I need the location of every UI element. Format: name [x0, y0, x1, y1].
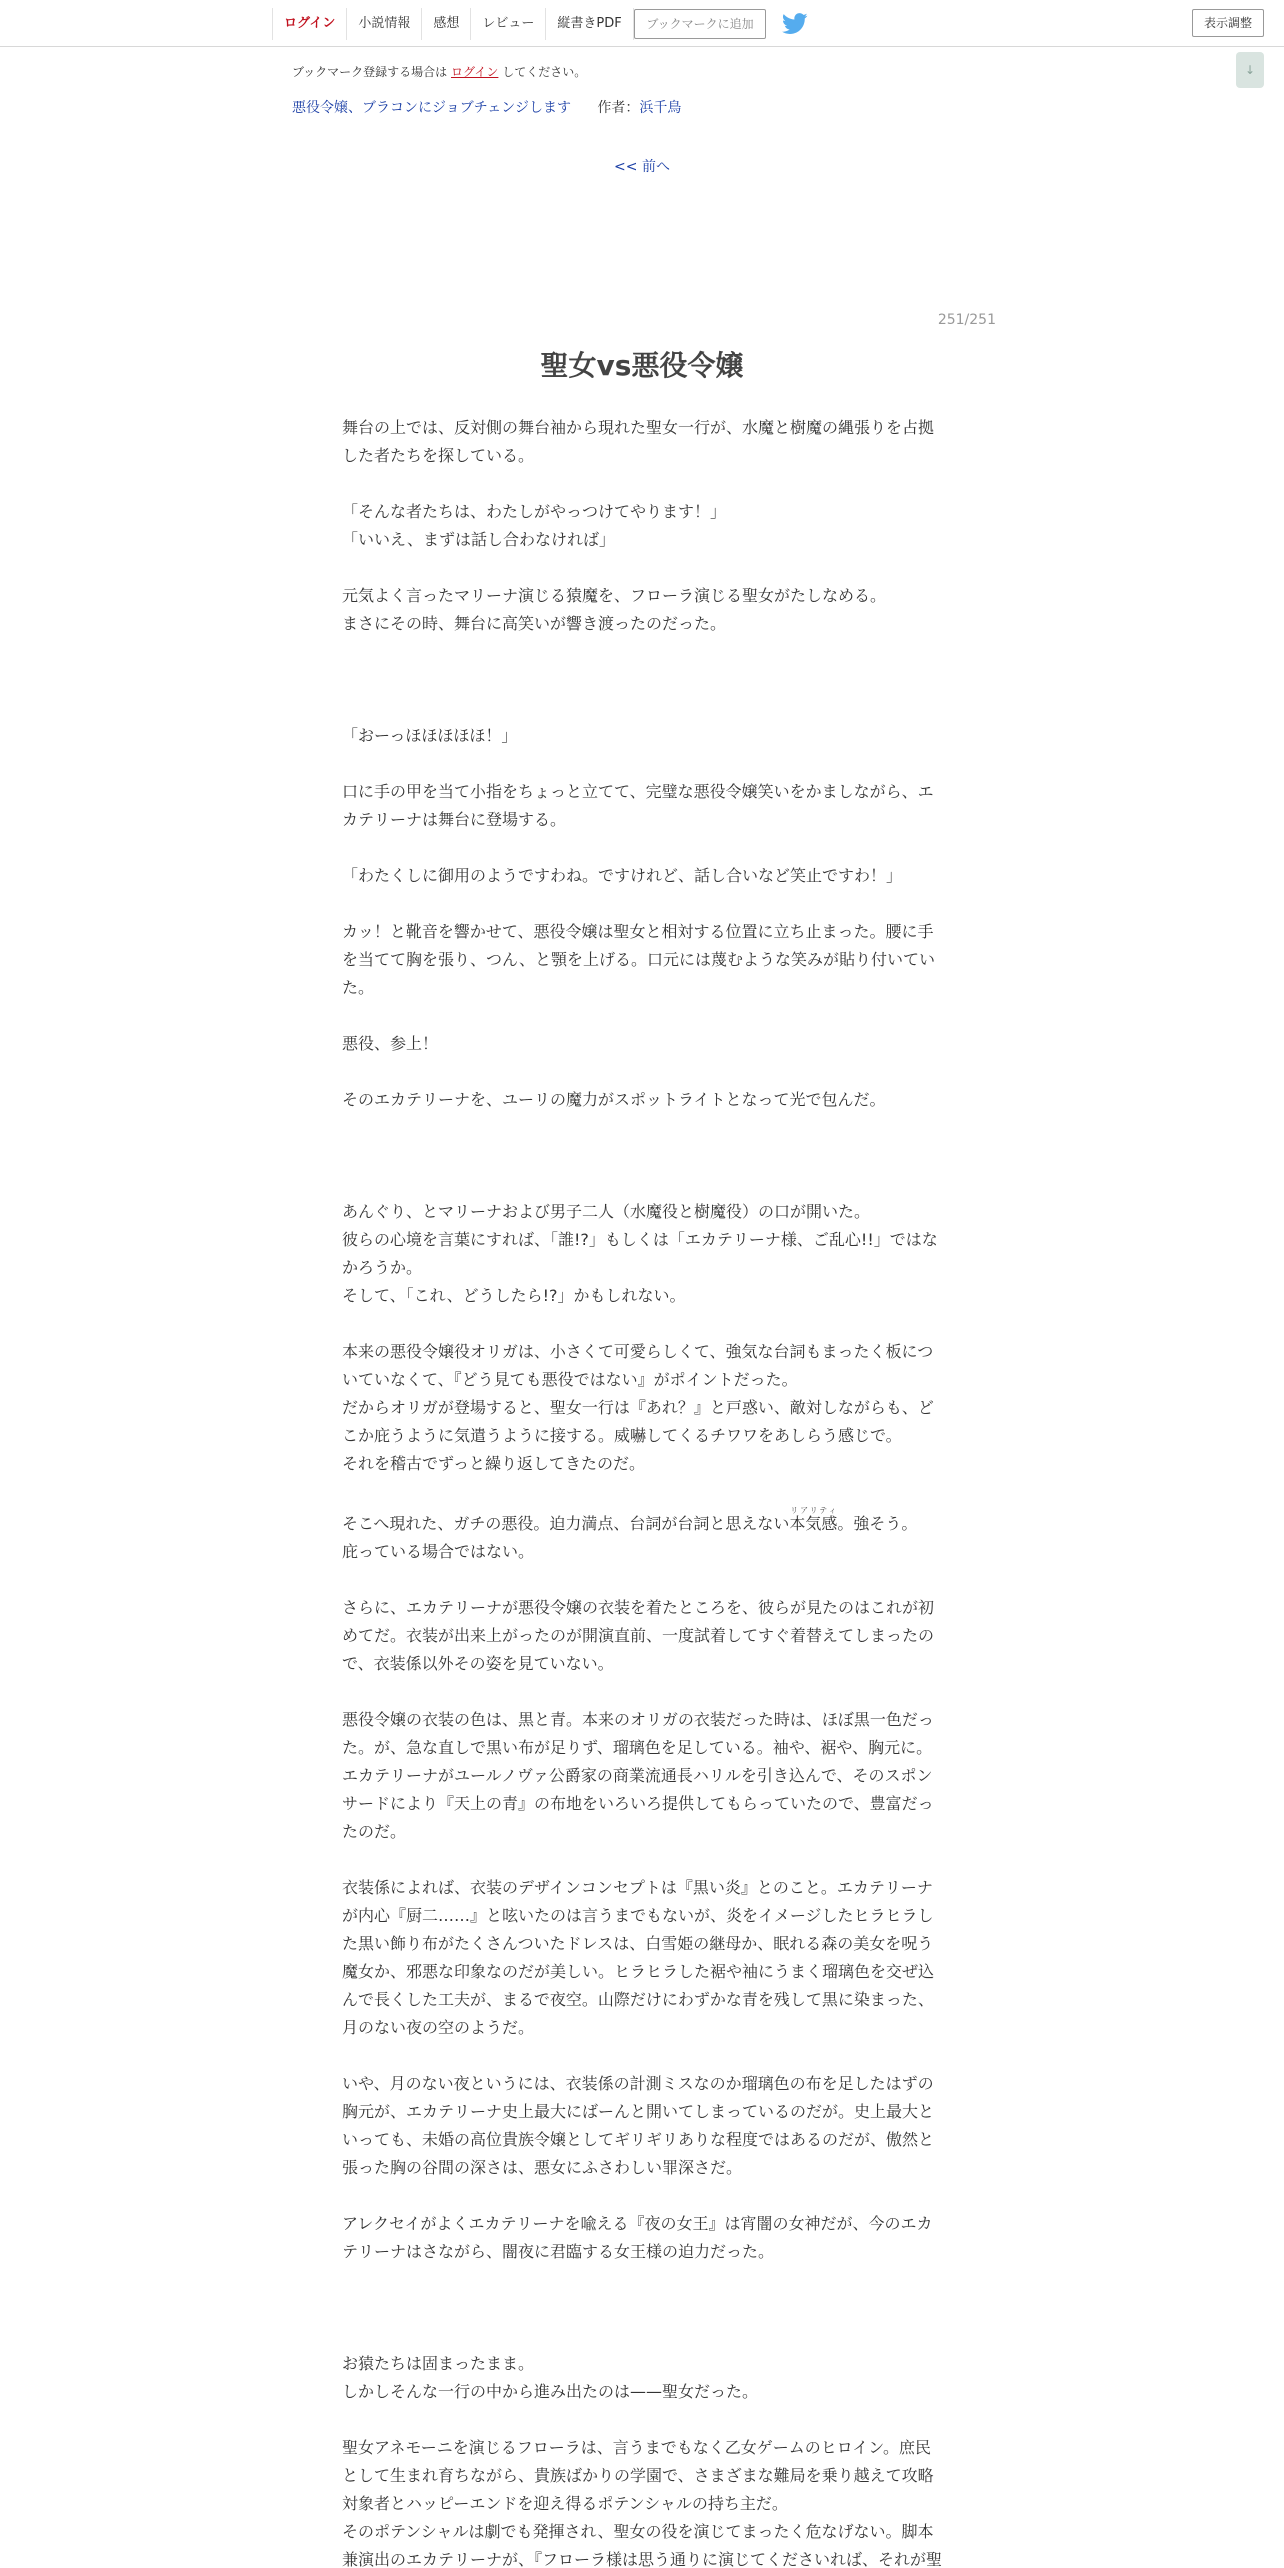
body-blank-line — [342, 470, 942, 498]
body-paragraph: 本来の悪役令嬢役オリガは、小さくて可愛らしくて、強気な台詞もまったく板についていなくて、『どう見ても悪役ではない』がポイントだった。 — [342, 1342, 934, 1389]
body-blank-line — [342, 1114, 942, 1142]
body-blank-line — [342, 1002, 942, 1030]
body-blank-line — [342, 666, 942, 694]
twitter-bird-icon[interactable] — [782, 13, 808, 35]
author-link[interactable]: 浜千鳥 — [639, 100, 682, 116]
body-blank-line — [342, 890, 942, 918]
display-adjust-button[interactable]: 表示調整 — [1192, 9, 1264, 37]
body-paragraph: しかしそんな一行の中から進み出たのは——聖女だった。 — [342, 2382, 759, 2401]
body-paragraph: 元気よく言ったマリーナ演じる猿魔を、フローラ演じる聖女がたしなめる。 — [342, 586, 887, 605]
body-blank-line — [342, 694, 942, 722]
body-paragraph: さらに、エカテリーナが悪役令嬢の衣装を着たところを、彼らが見たのはこれが初めてだ。衣装が出来上がったのが開演直前、一度試着してすぐ着替えてしまったので、衣装係以外その姿を見ていない。 — [342, 1598, 935, 1673]
novel-info-link[interactable]: 小説情報 — [346, 8, 421, 40]
impressions-link[interactable]: 感想 — [421, 8, 470, 40]
bookmark-note-before: ブックマーク登録する場合は — [292, 65, 448, 79]
body-blank-line — [342, 1170, 942, 1198]
vertical-pdf-link[interactable]: 縦書きPDF — [545, 8, 633, 40]
scroll-down-button[interactable]: ↓ — [1236, 52, 1264, 88]
body-blank-line — [342, 1142, 942, 1170]
body-paragraph: 庇っている場合ではない。 — [342, 1542, 535, 1561]
body-blank-line — [342, 2322, 942, 2350]
page-counter: 251/251 — [937, 312, 996, 328]
add-bookmark-button[interactable]: ブックマークに追加 — [634, 9, 766, 39]
ruby-base: 本気感 — [789, 1514, 838, 1533]
body-paragraph: それを稽古でずっと繰り返してきたのだ。 — [342, 1454, 646, 1473]
body-paragraph: 「わたくしに御用のようですわね。ですけれど、話し合いなど笑止ですわ！」 — [342, 866, 903, 885]
body-paragraph: カッ！と靴音を響かせて、悪役令嬢は聖女と相対する位置に立ち止まった。腰に手を当てて胸を張り、つん、と顎を上げる。口元には蔑むような笑みが貼り付いていた。 — [342, 922, 935, 997]
body-paragraph: そのポテンシャルは劇でも発揮され、聖女の役を演じてまったく危なげない。脚本兼演出のエカテリーナが、『フローラ様は思う通りに演じてくださいれば、それが聖 — [342, 2522, 943, 2568]
author-label: 作者： — [597, 100, 640, 116]
body-blank-line — [342, 2042, 942, 2070]
body-paragraph: いや、月のない夜というには、衣装係の計測ミスなのか瑠璃色の布を足したはずの胸元が、エカテリーナ史上最大にばーんと開いてしまっているのだが。史上最大といっても、未婚の高位貴族令嬢としてギリギリありな程度ではあるのだが、傲然と張った胸の谷間の深さは、悪女にふさわしい罪深さだ。 — [342, 2074, 935, 2177]
body-paragraph: まさにその時、舞台に高笑いが響き渡ったのだった。 — [342, 614, 727, 633]
body-blank-line — [342, 834, 942, 862]
body-text: 。強そう。 — [837, 1514, 918, 1533]
prev-page-link — [0, 156, 1284, 176]
body-text: そこへ現れた、ガチの悪役。迫力満点、台詞が台詞と思えない — [342, 1514, 790, 1533]
body-blank-line — [342, 2294, 942, 2322]
body-paragraph: あんぐり、とマリーナおよび男子二人（水魔役と樹魔役）の口が開いた。 — [342, 1202, 871, 1221]
body-paragraph: 舞台の上では、反対側の舞台袖から現れた聖女一行が、水魔と樹魔の縄張りを占拠した者たちを探している。 — [342, 418, 935, 465]
prev-page-link-text[interactable]: << 前へ — [614, 159, 670, 175]
body-paragraph: アレクセイがよくエカテリーナを喩える『夜の女王』は宵闇の女神だが、今のエカテリーナはさながら、闇夜に君臨する女王様の迫力だった。 — [342, 2214, 933, 2261]
body-blank-line — [342, 2182, 942, 2210]
body-paragraph-ruby — [342, 1506, 942, 1538]
review-link[interactable]: レビュー — [470, 8, 545, 40]
bookmark-note-login-link[interactable]: ログイン — [451, 65, 499, 79]
body-paragraph: 悪役、参上！ — [342, 1034, 439, 1053]
body-blank-line — [342, 1678, 942, 1706]
body-blank-line — [342, 1566, 942, 1594]
body-paragraph: だからオリガが登場すると、聖女一行は『あれ？』と戸惑い、敵対しながらも、どこか庇うように気遣うように接する。威嚇してくるチワワをあしらう感じで。 — [342, 1398, 934, 1445]
body-paragraph: 聖女アネモーニを演じるフローラは、言うまでもなく乙女ゲームのヒロイン。庶民として生まれ育ちながら、貴族ばかりの学園で、さまざまな難局を乗り越えて攻略対象者とハッピーエンドを迎え得るポテンシャルの持ち主だ。 — [342, 2438, 934, 2513]
chapter-title: 聖女vs悪役令嬢 — [540, 349, 744, 382]
novel-title-link[interactable]: 悪役令嬢、ブラコンにジョブチェンジします — [292, 100, 571, 116]
body-paragraph: 悪役令嬢の衣装の色は、黒と青。本来のオリガの衣装だった時は、ほぼ黒一色だった。が、急な直しで黒い布が足りず、瑠璃色を足している。袖や、裾や、胸元に。エカテリーナがユールノヴァ公爵家の商業流通長ハリルを引き込んで、そのスポンサードにより『天上の青』の布地をいろいろ提供してもらっていたので、豊富だったのだ。 — [342, 1710, 934, 1841]
bookmark-note-after: してください。 — [502, 65, 587, 79]
global-nav — [272, 8, 634, 40]
body-paragraph: そして、「これ、どうしたら!?」かもしれない。 — [342, 1286, 686, 1305]
body-blank-line — [342, 1058, 942, 1086]
top-nav-bar — [0, 0, 1284, 47]
body-blank-line — [342, 638, 942, 666]
body-blank-line — [342, 2406, 942, 2434]
body-paragraph: そのエカテリーナを、ユーリの魔力がスポットライトとなって光で包んだ。 — [342, 1090, 886, 1109]
body-paragraph: 「いいえ、まずは話し合わなければ」 — [342, 530, 615, 549]
body-paragraph: お猿たちは固まったまま。 — [342, 2354, 535, 2373]
body-paragraph: 衣装係によれば、衣装のデザインコンセプトは『黒い炎』とのこと。エカテリーナが内心『厨二……』と呟いたのは言うまでもないが、炎をイメージしたヒラヒラした黒い飾り布がたくさんついたドレスは、白雪姫の継母か、眠れる森の美女を呪う魔女か、邪悪な印象なのだが美しい。ヒラヒラした裾や袖にうまく瑠璃色を交ぜ込んで長くした工夫が、まるで夜空。山際だけにわずかな青を残して黒に染まった、月のない夜の空のようだ。 — [342, 1878, 935, 2037]
body-paragraph: 「そんな者たちは、わたしがやっつけてやります！」 — [342, 502, 727, 521]
novel-header — [292, 97, 681, 117]
body-blank-line — [342, 1846, 942, 1874]
chapter-body — [342, 414, 942, 2568]
ruby-word — [789, 1506, 838, 1533]
bookmark-login-note — [292, 63, 586, 80]
body-blank-line — [342, 554, 942, 582]
body-blank-line — [342, 750, 942, 778]
body-paragraph: 口に手の甲を当て小指をちょっと立てて、完璧な悪役令嬢笑いをかましながら、エカテリーナは舞台に登場する。 — [342, 782, 934, 829]
body-blank-line — [342, 2266, 942, 2294]
body-blank-line — [342, 1478, 942, 1506]
login-link[interactable]: ログイン — [272, 8, 346, 40]
body-paragraph: 「おーっほほほほほ！」 — [342, 726, 518, 745]
body-paragraph: 彼らの心境を言葉にすれば、「誰!?」もしくは「エカテリーナ様、ご乱心!!」ではなかろうか。 — [342, 1230, 938, 1277]
body-blank-line — [342, 1310, 942, 1338]
ruby-reading: リアリティ — [789, 1506, 838, 1515]
